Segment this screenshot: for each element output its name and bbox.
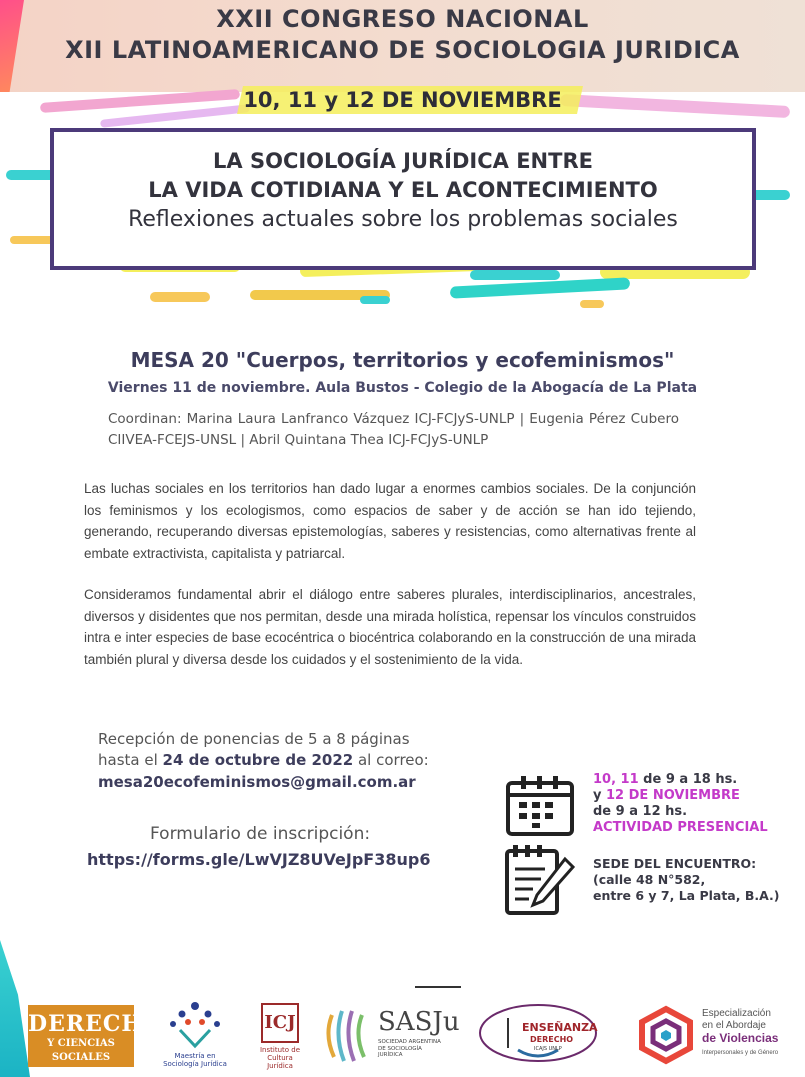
days-a: 10, 11 (593, 772, 639, 787)
event-schedule (593, 772, 803, 836)
submission-deadline: 24 de octubre de 2022 (162, 751, 354, 769)
violencias-line-3: de Violencias (702, 1031, 779, 1045)
logo-especializacion-violencias (636, 1005, 805, 1067)
theme-line-1: LA SOCIOLOGÍA JURÍDICA ENTRE (213, 149, 593, 173)
logo-derecho-ciencias-sociales (28, 1005, 164, 1067)
venue-label: SEDE DEL ENCUENTRO: (593, 856, 757, 871)
submission-email[interactable]: mesa20ecofeminismos@gmail.com.ar (98, 773, 416, 791)
violencias-line-4: Interpersonales y de Género (702, 1050, 779, 1056)
congress-title: XXII CONGRESO NACIONAL (216, 5, 589, 33)
logo-ensenanza-derecho (478, 1000, 613, 1066)
ensenanza-bottom: ICAJS UNLP (534, 1046, 562, 1052)
logo-icj-label: Instituto de Cultura Jurídica (259, 1046, 301, 1070)
days-b-pre: y (593, 788, 606, 803)
activity-mode: ACTIVIDAD PRESENCIAL (593, 820, 768, 835)
submission-info (98, 729, 458, 771)
people-icon (160, 1000, 230, 1050)
form-label: Formulario de inscripción: (150, 824, 371, 844)
ensenanza-emblem (478, 1000, 613, 1066)
mesa-title: MESA 20 "Cuerpos, territorios y ecofeminismos" (130, 348, 675, 372)
logo-maestria (160, 1000, 230, 1070)
hours-b: de 9 a 12 hs. (593, 804, 688, 819)
document-pen-icon (503, 845, 575, 917)
hexagon-logo-icon (636, 1005, 696, 1065)
logo-sasju-name: SASJu (378, 1007, 460, 1037)
submission-line-1: Recepción de ponencias de 5 a 8 páginas (98, 730, 410, 748)
venue-line-2: entre 6 y 7, La Plata, B.A.) (593, 888, 780, 903)
hours-a: de 9 a 18 hs. (638, 772, 738, 787)
congress-subtitle: XII LATINOAMERICANO DE SOCIOLOGIA JURIDICA (65, 36, 740, 64)
logo-derecho-small: Y CIENCIAS SOCIALES (47, 1038, 115, 1063)
theme-line-2: LA VIDA COTIDIANA Y EL ACONTECIMIENTO (148, 178, 658, 202)
mesa-subtitle: Viernes 11 de noviembre. Aula Bustos - Colegio de la Abogacía de La Plata (107, 380, 698, 396)
coordinators: Coordinan: Marina Laura Lanfranco Vázquez ICJ-FCJyS-UNLP | Eugenia Pérez Cubero CIIVEA-FCEJS-UNSL | Abril Quintana Thea ICJ-FCJyS-UNLP (108, 411, 679, 448)
logo-derecho-big: DERECHO (28, 1011, 164, 1037)
logo-sasju-label: SOCIEDAD ARGENTINA DE SOCIOLOGÍA JURÍDICA (378, 1039, 441, 1058)
footer-divider (415, 986, 461, 988)
logo-icj (255, 1003, 305, 1069)
days-b: 12 DE NOVIEMBRE (606, 788, 740, 803)
footer-accent-shape (0, 940, 30, 1077)
congress-dates: 10, 11 y 12 DE NOVIEMBRE (243, 88, 562, 112)
logo-icj-mark: ICJ (261, 1003, 299, 1043)
theme-line-3: Reflexiones actuales sobre los problemas sociales (128, 207, 678, 232)
logo-sasju (322, 1003, 460, 1069)
submission-pre: hasta el (98, 751, 163, 769)
ensenanza-mid: DERECHO (530, 1035, 574, 1044)
paragraph-1: Las luchas sociales en los territorios han dado lugar a enormes cambios sociales. De la conjunción los feminismos y los ecologismos, como espacios de saber y de acción se han ido tejiendo, generando, recuperando diversas epistemologías, saberes y resistencias, como alternativas frente al embate extractivista, capitalista y patriarcal. (84, 481, 696, 561)
submission-post: al correo: (353, 751, 429, 769)
violencias-line-1: Especialización (702, 1008, 771, 1019)
ensenanza-top: ENSEÑANZA (522, 1021, 598, 1034)
calendar-icon (505, 775, 575, 837)
sasju-waves-icon (322, 1005, 372, 1065)
form-link[interactable]: https://forms.gle/LwVJZ8UVeJpF38up6 (87, 850, 431, 869)
violencias-line-2: en el Abordaje (702, 1020, 766, 1031)
venue-line-1: (calle 48 N°582, (593, 872, 706, 887)
event-venue (593, 856, 803, 904)
logo-maestria-label: Maestría en Sociología Jurídica (163, 1052, 227, 1068)
paragraph-2: Consideramos fundamental abrir el diálogo entre saberes plurales, interdisciplinarios, ancestrales, diversos y disidentes que nos permitan, desde una mirada holística, repensar los vínculos construidos intra e inter especies de base ecocéntrica o biocéntrica colaborando en la construcción de una mirada también plural y diversa desde los cuidados y el sostenimiento de la vida. (84, 587, 696, 667)
logo-violencias-text (702, 1008, 805, 1059)
